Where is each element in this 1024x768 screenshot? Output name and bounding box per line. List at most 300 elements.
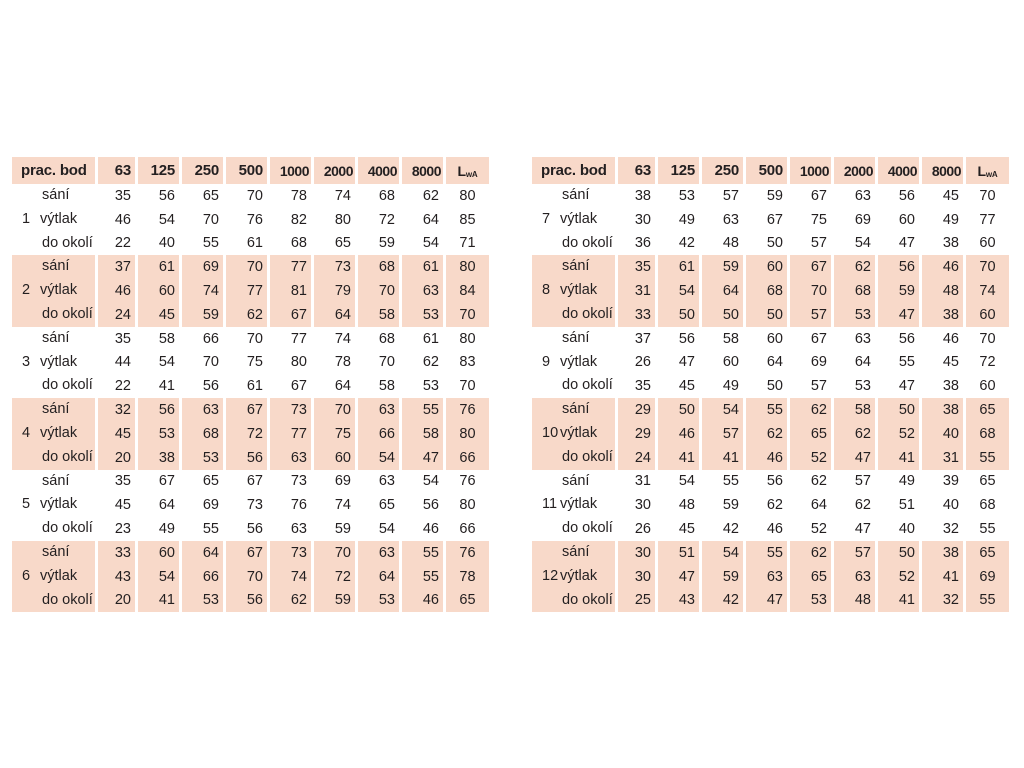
lwa-value: 74 <box>966 279 1009 303</box>
level-value: 32 <box>922 589 963 613</box>
level-value: 73 <box>270 398 311 422</box>
level-value: 58 <box>402 422 443 446</box>
row-label-cell <box>12 351 95 375</box>
level-value: 74 <box>334 187 351 204</box>
level-value: 70 <box>314 398 355 422</box>
table-row <box>532 279 1009 303</box>
header-frequency: 250 <box>702 157 743 184</box>
table-row <box>12 351 489 375</box>
level-value: 63 <box>722 211 739 228</box>
table-row <box>532 470 1009 494</box>
level-value: 47 <box>898 378 915 395</box>
level-value: 42 <box>702 589 743 613</box>
lwa-value: 80 <box>459 187 476 204</box>
row-label-cell <box>12 255 95 279</box>
level-value: 54 <box>138 565 179 589</box>
level-value: 65 <box>790 422 831 446</box>
row-label: sání <box>562 401 590 418</box>
row-label-cell <box>12 184 95 208</box>
level-value: 68 <box>290 235 307 252</box>
table-row <box>532 255 1009 279</box>
lwa-value: 76 <box>446 398 489 422</box>
level-value: 63 <box>834 565 875 589</box>
row-label-cell <box>532 589 615 613</box>
level-value: 48 <box>922 279 963 303</box>
lwa-value: 60 <box>966 303 1009 327</box>
row-label-cell <box>532 446 615 470</box>
level-value: 45 <box>98 422 135 446</box>
level-value: 33 <box>98 541 135 565</box>
row-label-cell <box>532 541 615 565</box>
level-value: 59 <box>878 279 919 303</box>
lwa-value: 70 <box>979 330 996 347</box>
level-value: 40 <box>898 521 915 538</box>
level-value: 56 <box>158 187 175 204</box>
header-lwa-symbol: L <box>457 162 466 179</box>
level-value: 47 <box>854 521 871 538</box>
level-value: 54 <box>378 521 395 538</box>
level-value: 50 <box>658 398 699 422</box>
level-value: 45 <box>114 497 131 514</box>
table-body <box>532 184 1009 612</box>
level-value: 36 <box>634 235 651 252</box>
level-value: 61 <box>422 330 439 347</box>
table-header <box>12 157 489 184</box>
lwa-value: 70 <box>966 255 1009 279</box>
row-label: výtlak <box>560 210 598 227</box>
row-label: sání <box>562 187 590 203</box>
level-value: 66 <box>358 422 399 446</box>
row-label: výtlak <box>560 353 598 370</box>
level-value: 60 <box>138 279 179 303</box>
row-label: do okolí <box>562 591 613 608</box>
level-value: 72 <box>378 211 395 228</box>
row-label-cell <box>532 493 615 517</box>
row-label-cell <box>12 517 95 541</box>
table-header <box>532 157 1009 184</box>
row-label: sání <box>562 543 590 560</box>
level-value: 57 <box>854 473 871 490</box>
level-value: 45 <box>942 187 959 204</box>
level-value: 76 <box>290 497 307 514</box>
level-value: 74 <box>182 279 223 303</box>
level-value: 63 <box>270 446 311 470</box>
level-value: 46 <box>98 279 135 303</box>
table-row <box>12 279 489 303</box>
row-label-cell <box>12 589 95 613</box>
level-value: 41 <box>878 446 919 470</box>
level-value: 42 <box>722 521 739 538</box>
level-value: 63 <box>358 398 399 422</box>
level-value: 65 <box>202 473 219 490</box>
level-value: 46 <box>402 589 443 613</box>
level-value: 61 <box>138 255 179 279</box>
level-value: 53 <box>854 378 871 395</box>
lwa-value: 72 <box>979 354 996 371</box>
table-body <box>12 184 489 612</box>
level-value: 38 <box>634 187 651 204</box>
level-value: 47 <box>898 235 915 252</box>
row-label-cell <box>532 327 615 351</box>
point-number: 1 <box>22 210 31 227</box>
level-value: 37 <box>98 255 135 279</box>
lwa-value: 84 <box>446 279 489 303</box>
level-value: 55 <box>746 541 787 565</box>
level-value: 62 <box>270 589 311 613</box>
level-value: 60 <box>138 541 179 565</box>
header-frequency: 1000 <box>270 157 311 184</box>
level-value: 68 <box>378 187 395 204</box>
level-value: 48 <box>722 235 739 252</box>
table-row <box>12 493 489 517</box>
level-value: 67 <box>810 187 827 204</box>
header-frequency: 500 <box>746 157 787 184</box>
level-value: 70 <box>226 565 267 589</box>
level-value: 63 <box>854 330 871 347</box>
level-value: 46 <box>422 521 439 538</box>
level-value: 69 <box>202 497 219 514</box>
table-row <box>12 517 489 541</box>
level-value: 58 <box>378 378 395 395</box>
level-value: 70 <box>226 255 267 279</box>
level-value: 41 <box>658 446 699 470</box>
lwa-value: 70 <box>446 303 489 327</box>
level-value: 50 <box>746 303 787 327</box>
row-label: výtlak <box>40 496 78 513</box>
table-row <box>12 398 489 422</box>
level-value: 70 <box>790 279 831 303</box>
level-value: 62 <box>834 422 875 446</box>
level-value: 62 <box>766 497 783 514</box>
level-value: 57 <box>810 235 827 252</box>
row-label: výtlak <box>40 282 78 299</box>
level-value: 67 <box>766 211 783 228</box>
table-row <box>532 446 1009 470</box>
row-label: do okolí <box>42 448 93 465</box>
level-value: 74 <box>334 330 351 347</box>
level-value: 52 <box>878 565 919 589</box>
lwa-value: 65 <box>966 398 1009 422</box>
level-value: 68 <box>834 279 875 303</box>
level-value: 52 <box>810 521 827 538</box>
lwa-value: 80 <box>446 255 489 279</box>
row-label-cell <box>12 374 95 398</box>
row-label: výtlak <box>40 424 78 441</box>
level-value: 68 <box>358 255 399 279</box>
header-frequency: 4000 <box>878 157 919 184</box>
level-value: 70 <box>378 354 395 371</box>
level-value: 38 <box>922 398 963 422</box>
level-value: 62 <box>226 303 267 327</box>
level-value: 56 <box>766 473 783 490</box>
row-label-cell <box>12 398 95 422</box>
table-row <box>12 303 489 327</box>
level-value: 59 <box>314 589 355 613</box>
level-value: 55 <box>402 541 443 565</box>
level-value: 64 <box>358 565 399 589</box>
point-number: 2 <box>22 282 31 299</box>
level-value: 57 <box>702 422 743 446</box>
level-value: 50 <box>766 378 783 395</box>
level-value: 55 <box>402 398 443 422</box>
table-row <box>532 398 1009 422</box>
level-value: 53 <box>834 303 875 327</box>
header-frequency: 125 <box>658 157 699 184</box>
level-value: 46 <box>942 330 959 347</box>
table-row <box>532 303 1009 327</box>
level-value: 62 <box>810 473 827 490</box>
lwa-value: 65 <box>446 589 489 613</box>
point-number: 7 <box>542 210 551 227</box>
level-value: 32 <box>942 521 959 538</box>
level-value: 41 <box>922 565 963 589</box>
level-value: 72 <box>314 565 355 589</box>
level-value: 58 <box>722 330 739 347</box>
level-value: 60 <box>314 446 355 470</box>
level-value: 78 <box>334 354 351 371</box>
point-number: 8 <box>542 282 551 299</box>
table-row <box>12 470 489 494</box>
level-value: 61 <box>246 235 263 252</box>
level-value: 64 <box>422 211 439 228</box>
level-value: 30 <box>634 497 651 514</box>
level-value: 43 <box>98 565 135 589</box>
level-value: 24 <box>98 303 135 327</box>
level-value: 73 <box>314 255 355 279</box>
level-value: 47 <box>878 303 919 327</box>
level-value: 77 <box>226 279 267 303</box>
table-row <box>532 541 1009 565</box>
level-value: 68 <box>746 279 787 303</box>
header-measurement-point: prac. bod <box>12 157 95 184</box>
row-label-cell <box>532 565 615 589</box>
table-row <box>12 255 489 279</box>
table-row <box>532 208 1009 232</box>
lwa-value: 66 <box>446 446 489 470</box>
level-value: 64 <box>314 303 355 327</box>
lwa-value: 71 <box>459 235 476 252</box>
row-label: výtlak <box>560 496 598 513</box>
level-value: 47 <box>678 354 695 371</box>
header-frequency: 500 <box>226 157 267 184</box>
level-value: 69 <box>854 211 871 228</box>
level-value: 62 <box>422 187 439 204</box>
level-value: 60 <box>746 255 787 279</box>
level-value: 54 <box>702 398 743 422</box>
level-value: 24 <box>618 446 655 470</box>
level-value: 69 <box>810 354 827 371</box>
level-value: 65 <box>790 565 831 589</box>
lwa-value: 70 <box>459 378 476 395</box>
level-value: 70 <box>314 541 355 565</box>
header-frequency: 2000 <box>834 157 875 184</box>
level-value: 35 <box>634 378 651 395</box>
row-label: sání <box>42 401 70 418</box>
header-frequency: 8000 <box>922 157 963 184</box>
level-value: 38 <box>942 235 959 252</box>
lwa-value: 69 <box>966 565 1009 589</box>
level-value: 53 <box>678 187 695 204</box>
level-value: 47 <box>402 446 443 470</box>
level-value: 64 <box>158 497 175 514</box>
level-value: 59 <box>722 497 739 514</box>
lwa-value: 78 <box>446 565 489 589</box>
level-value: 65 <box>378 497 395 514</box>
header-frequency: 8000 <box>402 157 443 184</box>
level-value: 41 <box>702 446 743 470</box>
table-row <box>532 351 1009 375</box>
level-value: 38 <box>138 446 179 470</box>
lwa-value: 80 <box>459 497 476 514</box>
level-value: 57 <box>810 378 827 395</box>
level-value: 26 <box>634 521 651 538</box>
level-value: 22 <box>114 378 131 395</box>
level-value: 32 <box>98 398 135 422</box>
row-label-cell <box>532 351 615 375</box>
level-value: 40 <box>942 497 959 514</box>
header-measurement-point: prac. bod <box>532 157 615 184</box>
level-value: 63 <box>402 279 443 303</box>
row-label-cell <box>12 493 95 517</box>
level-value: 29 <box>618 422 655 446</box>
level-value: 61 <box>658 255 699 279</box>
level-value: 67 <box>226 541 267 565</box>
level-value: 53 <box>422 378 439 395</box>
level-value: 38 <box>922 541 963 565</box>
level-value: 59 <box>334 521 351 538</box>
level-value: 41 <box>878 589 919 613</box>
level-value: 56 <box>226 589 267 613</box>
level-value: 54 <box>678 473 695 490</box>
level-value: 77 <box>270 422 311 446</box>
level-value: 30 <box>618 565 655 589</box>
table-row <box>12 446 489 470</box>
level-value: 61 <box>402 255 443 279</box>
level-value: 40 <box>922 422 963 446</box>
level-value: 79 <box>314 279 355 303</box>
level-value: 54 <box>854 235 871 252</box>
level-value: 45 <box>138 303 179 327</box>
lwa-value: 70 <box>979 187 996 204</box>
point-number: 11 <box>542 496 558 513</box>
level-value: 47 <box>834 446 875 470</box>
lwa-value: 60 <box>979 235 996 252</box>
level-value: 62 <box>746 422 787 446</box>
table-row <box>12 589 489 613</box>
table-row <box>12 565 489 589</box>
level-value: 67 <box>290 378 307 395</box>
row-label: do okolí <box>562 234 613 251</box>
table-row <box>12 184 489 208</box>
row-label-cell <box>532 184 615 208</box>
row-label-cell <box>12 279 95 303</box>
row-label: do okolí <box>42 520 93 537</box>
row-label-cell <box>532 517 615 541</box>
row-label: do okolí <box>562 377 613 394</box>
table-row <box>12 208 489 232</box>
level-value: 33 <box>618 303 655 327</box>
point-number: 5 <box>22 496 31 513</box>
level-value: 26 <box>634 354 651 371</box>
row-label: sání <box>42 472 70 489</box>
level-value: 54 <box>658 279 699 303</box>
row-label: výtlak <box>560 282 598 299</box>
level-value: 29 <box>618 398 655 422</box>
row-label-cell <box>12 232 95 256</box>
level-value: 55 <box>402 565 443 589</box>
noise-table-left <box>9 157 492 612</box>
level-value: 67 <box>270 303 311 327</box>
level-value: 45 <box>678 378 695 395</box>
header-lwa <box>446 157 489 184</box>
level-value: 22 <box>114 235 131 252</box>
level-value: 59 <box>702 255 743 279</box>
level-value: 63 <box>746 565 787 589</box>
level-value: 72 <box>226 422 267 446</box>
level-value: 57 <box>722 187 739 204</box>
level-value: 67 <box>790 255 831 279</box>
level-value: 53 <box>182 446 223 470</box>
level-value: 52 <box>790 446 831 470</box>
table-row <box>12 232 489 256</box>
level-value: 64 <box>810 497 827 514</box>
level-value: 81 <box>270 279 311 303</box>
row-label: sání <box>42 258 70 275</box>
level-value: 51 <box>898 497 915 514</box>
table-row <box>532 517 1009 541</box>
row-label-cell <box>12 565 95 589</box>
level-value: 37 <box>634 330 651 347</box>
table-row <box>532 327 1009 351</box>
row-label: do okolí <box>42 234 93 251</box>
row-label: výtlak <box>560 424 598 441</box>
header-lwa <box>966 157 1009 184</box>
level-value: 62 <box>422 354 439 371</box>
level-value: 35 <box>114 473 131 490</box>
level-value: 49 <box>898 473 915 490</box>
level-value: 41 <box>138 589 179 613</box>
level-value: 55 <box>202 521 219 538</box>
level-value: 47 <box>746 589 787 613</box>
level-value: 67 <box>810 330 827 347</box>
level-value: 55 <box>722 473 739 490</box>
level-value: 56 <box>898 187 915 204</box>
level-value: 62 <box>790 541 831 565</box>
level-value: 56 <box>226 446 267 470</box>
row-label-cell <box>532 255 615 279</box>
level-value: 66 <box>202 330 219 347</box>
table-row <box>532 374 1009 398</box>
header-frequency: 63 <box>98 157 135 184</box>
table-row <box>532 184 1009 208</box>
row-label-cell <box>532 470 615 494</box>
level-value: 78 <box>290 187 307 204</box>
level-value: 57 <box>790 303 831 327</box>
level-value: 53 <box>358 589 399 613</box>
lwa-value: 80 <box>446 422 489 446</box>
point-number: 3 <box>22 353 31 370</box>
level-value: 56 <box>202 378 219 395</box>
level-value: 48 <box>678 497 695 514</box>
row-label-cell <box>532 422 615 446</box>
level-value: 70 <box>202 354 219 371</box>
lwa-value: 68 <box>966 422 1009 446</box>
header-lwa-subscript: wA <box>465 169 478 179</box>
level-value: 68 <box>182 422 223 446</box>
level-value: 54 <box>158 354 175 371</box>
level-value: 70 <box>246 330 263 347</box>
row-label-cell <box>12 541 95 565</box>
